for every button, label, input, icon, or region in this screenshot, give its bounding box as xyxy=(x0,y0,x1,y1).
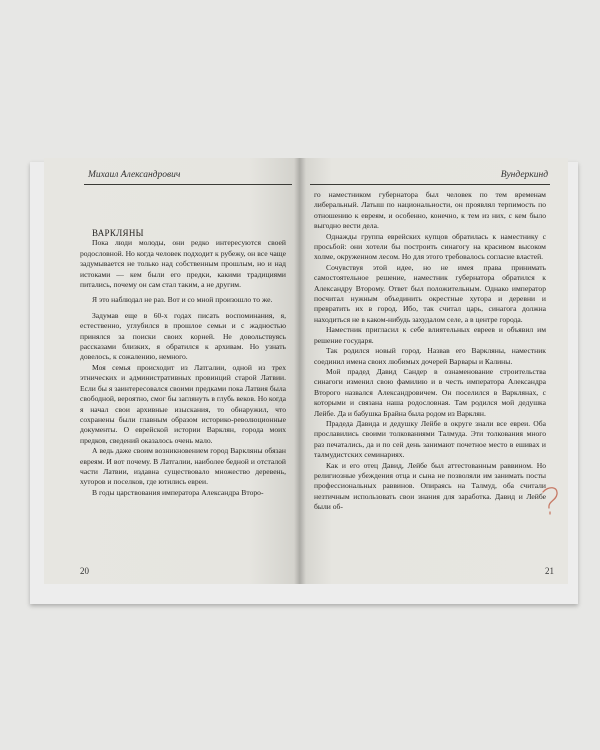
paragraph: Однажды группа еврейских купцов обратилась к наместнику с просьбой: они хотели бы построить синагогу на красивом высоком холме, окруженном лесом. Но для этого требовалось согласие властей. xyxy=(314,231,546,262)
paragraph: Как и его отец Давид, Лейбе был аттестованным раввином. Но религиозные убеждения отца и сына не позволяли им занимать посты профессиональных раввинов. Опираясь на Талмуд, оба считали незтичным использовать свои знания для заработка. Давид и Лейбе были об- xyxy=(314,460,546,512)
pencil-mark-icon xyxy=(540,484,562,516)
right-page-text xyxy=(314,190,546,513)
right-running-head: Вундеркинд xyxy=(500,170,548,180)
paragraph: Прадеда Давида и дедушку Лейбе в округе знали все евреи. Оба прославились своими толкованиями Талмуда. Эти толкования много раз печатались, да и по сей день занимают почетное место в ешивах и талмудистских семинариях. xyxy=(314,418,546,460)
left-page-text xyxy=(80,228,286,498)
paragraph: Пока люди молоды, они редко интересуются своей родословной. Но когда человек подходит к рубежу, он все чаще задумывается не только над собственным прошлым, но и над истоками — кем были его предки, какими традициями питались, почему он сам стал таким, а не другим. xyxy=(80,238,286,290)
book-spine xyxy=(294,158,306,584)
paragraph: Мой прадед Давид Сандер в ознаменование строительства синагоги изменил свою фамилию и в честь императора Александра Второго назвался Александровичем. Он поселился в Варклянах, с которыми и связана наша родословная. Там родился мой дедушка Лейбе. Да и бабушка Брайна была родом из Варклян. xyxy=(314,366,546,418)
paragraph: А ведь даже своим возникновением город Варкляны обязан евреям. И вот почему. В Латгалии, наиболее бедной и отсталой части Латвии, издавна существовало множество деревень, хуторов и поселков, где ютились евреи. xyxy=(80,446,286,487)
paragraph: Моя семья происходит из Латгалии, одной из трех этнических и административных провинций старой Латвии. Если бы я заинтересовался своими предками пока Латвия была свободной, вероятно, смог бы заглянуть в глубь веков. Но когда я начал свои архивные изыскания, то обнаружил, что сохранены были главным образом историко-революционные документы. О еврейской истории Варклян, города моих предков, сведений оказалось очень мало. xyxy=(80,362,286,445)
paragraph: В годы царствования императора Александра Второ- xyxy=(92,487,264,497)
left-running-head: Михаил Александрович xyxy=(88,170,181,180)
right-header-rule xyxy=(310,184,550,185)
section-title: ВАРКЛЯНЫ xyxy=(92,228,144,238)
page-number: 21 xyxy=(545,566,554,576)
page-number: 20 xyxy=(80,566,89,576)
paragraph: Задумав еще в 60-х годах писать воспоминания, я, естественно, углубился в прошлое семьи и с жадностью принялся за поиски своих корней. Не довольствуясь рассказами близких, я обратился к архивам. Но узнать довелось, к сожалению, немного. xyxy=(80,310,286,362)
right-page xyxy=(300,158,568,584)
paragraph: Я это наблюдал не раз. Вот и со мной произошло то же. xyxy=(92,295,273,305)
left-header-rule xyxy=(84,184,292,185)
paragraph: го наместником губернатора был человек по тем временам либеральный. Латыш по национальности, он проявлял терпимость по отношению к евреям, и особенно, конечно, к тем из них, с кем было выгодно вести дела. xyxy=(314,190,546,231)
paragraph: Так родился новый город. Назвав его Варкляны, наместник соединил имена своих любимых дочерей Варвары и Калины. xyxy=(314,346,546,366)
paragraph: Сочувствуя этой идее, но не имея права принимать самостоятельное решение, наместник губернатора обратился к Александру Второму. Ответ был положительным. Однако император посчитал нужным объединить окрестные хутора и деревни и превратить их в город. Ибо, так считал царь, синагога должна находиться не в каком-нибудь захудалом селе, а в центре города. xyxy=(314,262,546,324)
paragraph: Наместник пригласил к себе влиятельных евреев и объявил им решение государя. xyxy=(314,325,546,345)
left-page xyxy=(44,158,300,584)
